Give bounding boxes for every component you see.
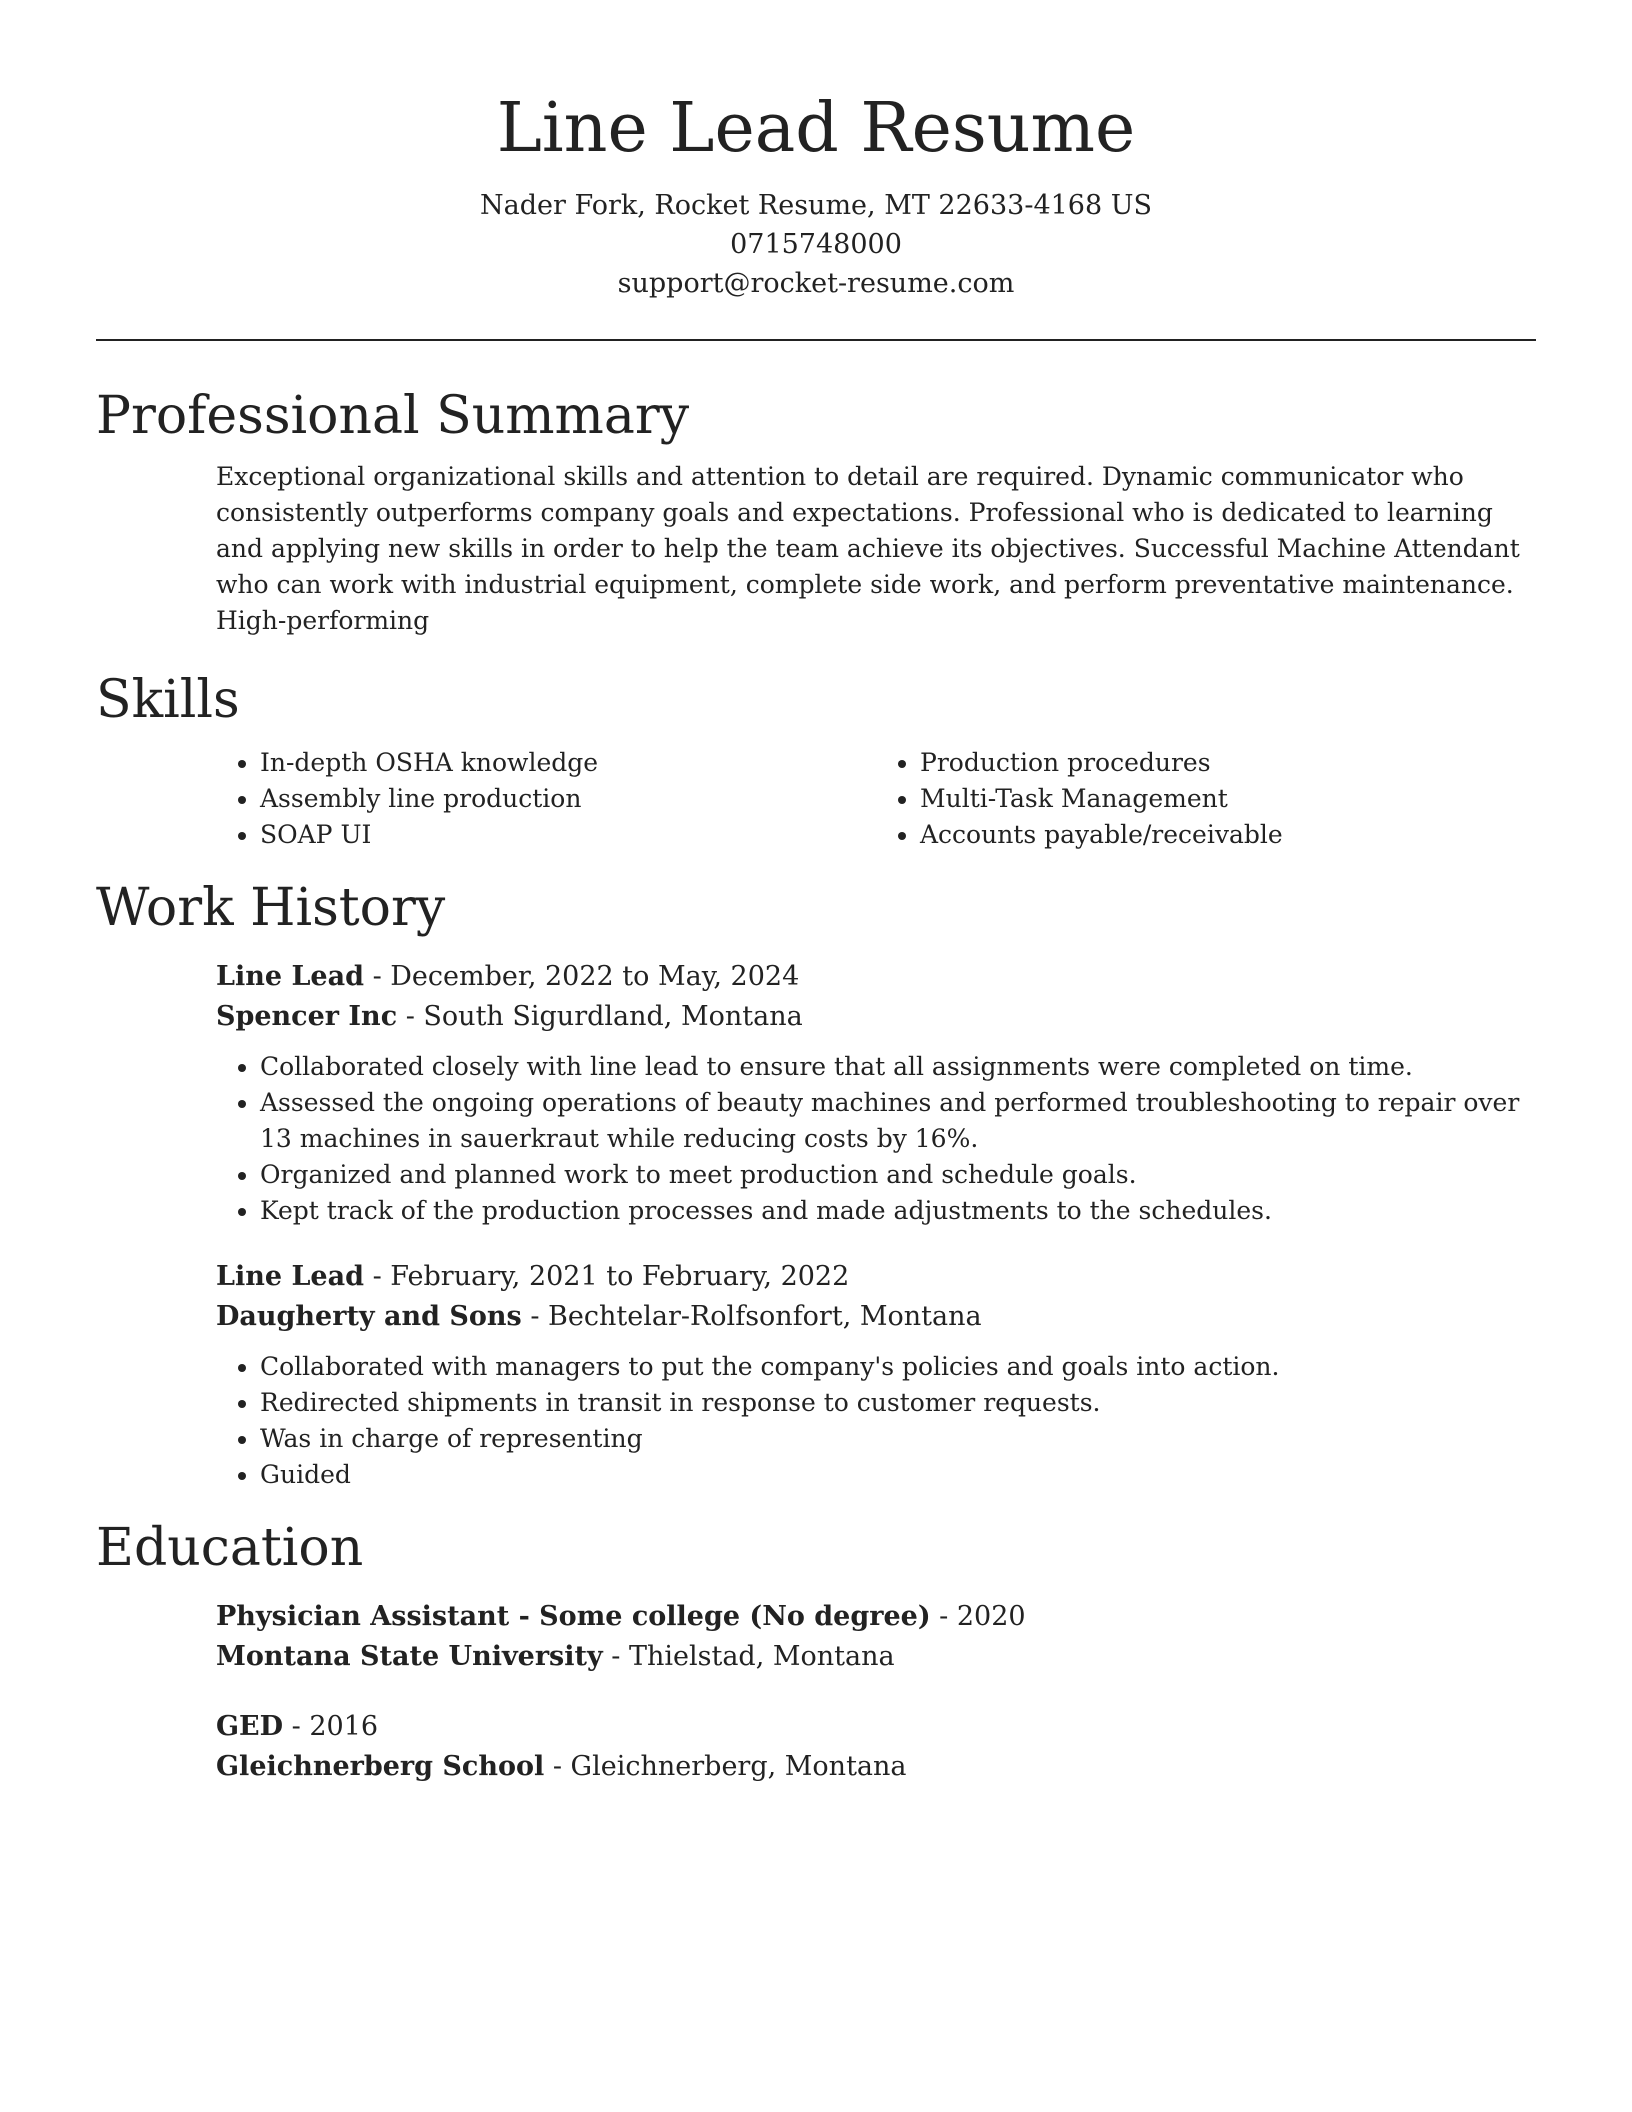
job-bullet: • Redirected shipments in transit in response to customer requests. [260,1385,1536,1421]
job-bullet: • Assessed the ongoing operations of beauty machines and performed troubleshooting to repair over 13 machines in sauerkraut while reducing costs by 16%. [260,1085,1536,1157]
skill-item: • In-depth OSHA knowledge [260,745,876,781]
education-school-line [216,1637,1536,1677]
job-dates: - February, 2021 to February, 2022 [364,1261,850,1292]
job-title-line [216,957,1536,997]
resume-header [96,0,1536,303]
job-bullet: • Kept track of the production processes and made adjustments to the schedules. [260,1193,1536,1229]
job-entry [216,957,1536,1229]
contact-address: Nader Fork, Rocket Resume, MT 22633-4168 US [480,190,1152,221]
skills-column-right [876,745,1536,853]
job-company-line [216,997,1536,1037]
job-entry [216,1257,1536,1493]
work-history-heading: Work History [96,878,446,938]
summary-text: Exceptional organizational skills and attention to detail are required. Dynamic communicator who consistently outperforms company goals and expectations. Professional who is dedicated to learning and applying new skills in order to help the team achieve its objectives. Successful Machine Attendant who can work with industrial equipment, complete side work, and perform preventative maintenance. High-performing [216,462,1520,635]
job-location: - South Sigurdland, Montana [397,1001,803,1032]
education-location: - Gleichnerberg, Montana [544,1751,907,1782]
job-bullets [216,1349,1536,1493]
contact-block [96,186,1536,303]
job-company-line [216,1297,1536,1337]
summary-section [96,383,1536,639]
job-bullets [216,1049,1536,1229]
skill-item: • Production procedures [920,745,1536,781]
job-bullet: • Guided [260,1457,1536,1493]
education-year: - 2020 [930,1601,1026,1632]
resume-title: Line Lead Resume [496,89,1136,168]
job-company: Spencer Inc [216,1001,398,1032]
education-school: Gleichnerberg School [216,1751,545,1782]
skills-section [96,667,1536,853]
education-degree: GED [216,1711,284,1742]
education-degree: Physician Assistant - Some college (No degree) [216,1601,931,1632]
summary-heading: Professional Summary [96,386,690,446]
skills-grid [216,745,1536,853]
education-location: - Thielstad, Montana [602,1641,895,1672]
skills-column-left [216,745,876,853]
education-degree-line [216,1707,1536,1747]
job-bullet: • Organized and planned work to meet production and schedule goals. [260,1157,1536,1193]
education-year: - 2016 [283,1711,379,1742]
contact-phone: 0715748000 [730,229,902,260]
education-entry [216,1707,1536,1787]
job-title-line [216,1257,1536,1297]
education-heading: Education [96,1518,364,1578]
education-entry [216,1597,1536,1677]
education-section [96,1515,1536,1787]
contact-email: support@rocket-resume.com [617,268,1015,299]
skill-item: • Accounts payable/receivable [920,817,1536,853]
skill-item: • Multi-Task Management [920,781,1536,817]
job-bullet: • Collaborated with managers to put the company's policies and goals into action. [260,1349,1536,1385]
education-school-line [216,1747,1536,1787]
job-dates: - December, 2022 to May, 2024 [364,961,800,992]
education-degree-line [216,1597,1536,1637]
job-role: Line Lead [216,1261,364,1292]
skills-heading: Skills [96,670,240,730]
header-divider [96,339,1536,341]
skill-item: • SOAP UI [260,817,876,853]
job-location: - Bechtelar-Rolfsonfort, Montana [521,1301,982,1332]
job-bullet: • Collaborated closely with line lead to ensure that all assignments were completed on time. [260,1049,1536,1085]
work-history-section [96,875,1536,1493]
job-role: Line Lead [216,961,364,992]
education-school: Montana State University [216,1641,603,1672]
job-bullet: • Was in charge of representing [260,1421,1536,1457]
job-company: Daugherty and Sons [216,1301,522,1332]
skill-item: • Assembly line production [260,781,876,817]
